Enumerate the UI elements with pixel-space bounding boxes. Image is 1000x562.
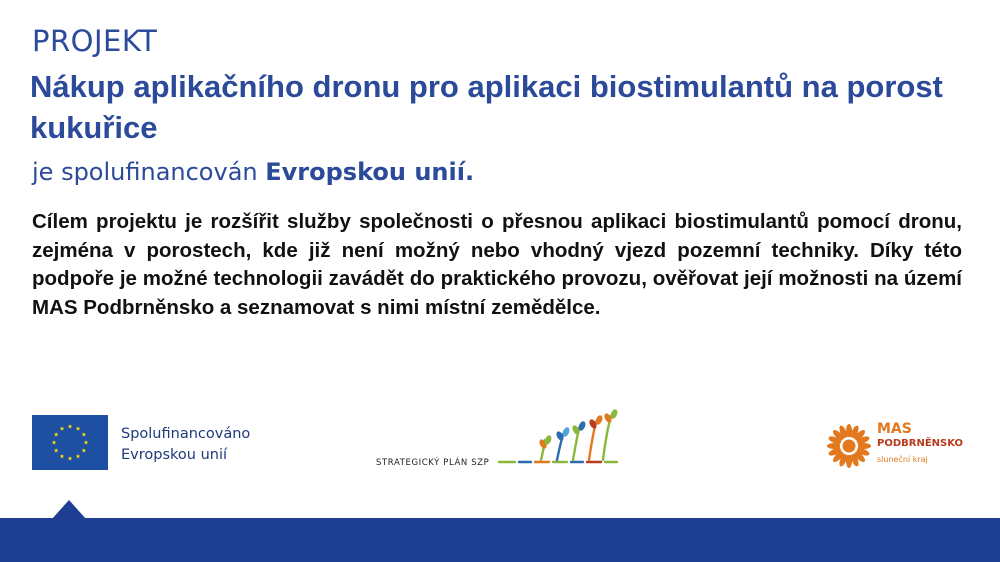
eu-label-line2: Evropskou unií [121, 447, 228, 463]
project-description: Cílem projektu je rozšířit služby společnosti o přesnou aplikaci biostimulantů pomocí dronu, zejména v porostech, kde již není možný nebo vhodný vjezd pozemní techniky. Díky této podpoře je možné technologii zavádět do praktického provozu, ověřovat její možnosti na území MAS Podbrněnsko a seznamovat s nimi místní zemědělce. [32, 210, 962, 319]
footer-band-notch [52, 500, 86, 519]
eu-cofinanced-label [121, 424, 250, 466]
eu-flag-icon [32, 415, 108, 470]
cofinanced-subtitle [32, 158, 474, 186]
sprouts-logo-icon [497, 406, 627, 470]
project-title: Nákup aplikačního dronu pro aplikaci biostimulantů na porost kukuřice [30, 69, 943, 145]
eu-label-line1: Spolufinancováno [121, 426, 251, 442]
mas-tagline: sluneční kraj [877, 455, 928, 464]
mas-title: MAS [877, 421, 912, 437]
subtitle-eu: Evropskou unií. [265, 158, 475, 186]
szp-label: STRATEGICKÝ PLÁN SZP [376, 458, 490, 468]
mas-subtitle: PODBRNĚNSKO [877, 438, 964, 449]
sun-flower-icon [826, 423, 872, 469]
project-label: PROJEKT [32, 24, 158, 58]
footer-band [0, 518, 1000, 562]
subtitle-prefix: je spolufinancován [32, 158, 266, 186]
